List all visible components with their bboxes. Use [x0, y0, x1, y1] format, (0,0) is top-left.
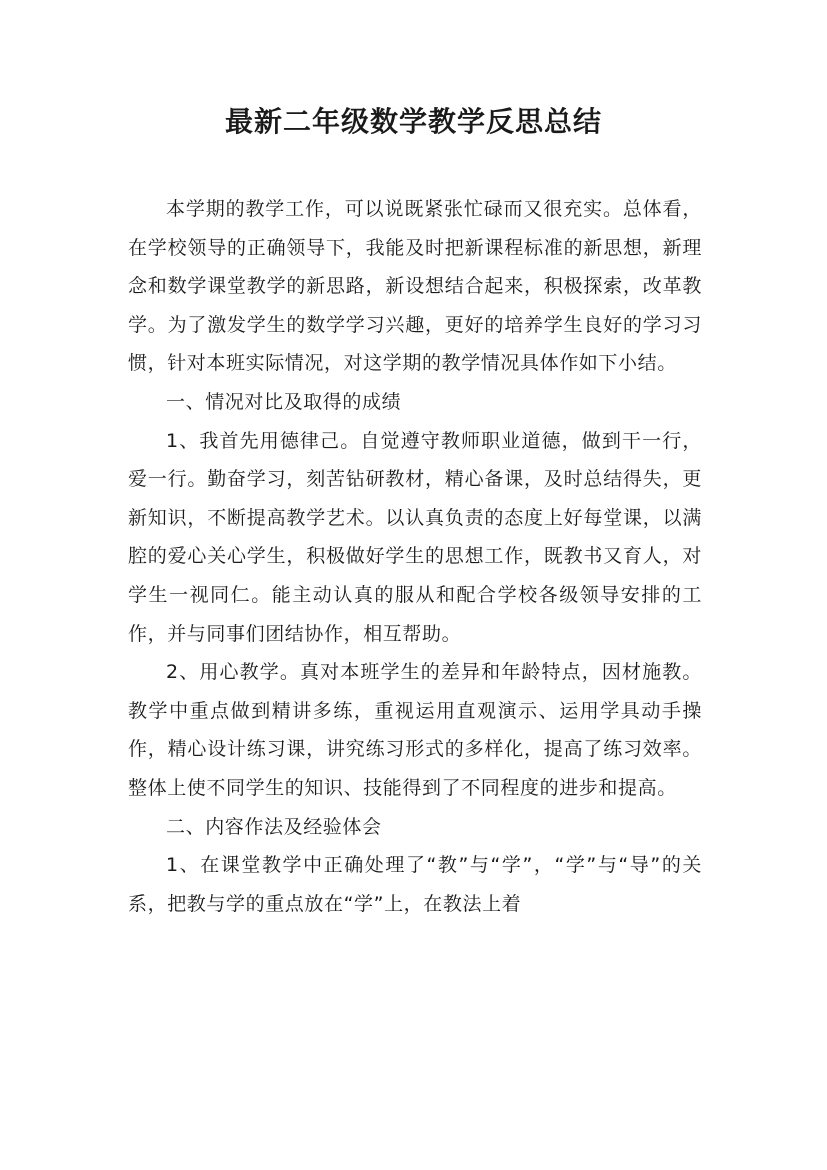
document-title: 最新二年级数学教学反思总结 — [224, 105, 602, 138]
paragraph-1-2: 2、用心教学。真对本班学生的差异和年龄特点，因材施教。教学中重点做到精讲多练，重视运用直观演示、运用学具动手操作，精心设计练习课，讲究练习形式的多样化，提高了练习效率。整体上使不同学生的知识、技能得到了不同程度的进步和提高。 — [128, 661, 702, 799]
section-heading-1: 一、情况对比及取得的成绩 — [166, 390, 402, 413]
section-heading-2: 二、内容作法及经验体会 — [166, 815, 382, 838]
paragraph-intro: 本学期的教学工作，可以说既紧张忙碌而又很充实。总体看，在学校领导的正确领导下，我能及时把新课程标准的新思想，新理念和数学课堂教学的新思路，新设想结合起来，积极探索，改革教学。为了激发学生的数学学习兴趣，更好的培养学生良好的学习习惯，针对本班实际情况，对这学期的教学情况具体作如下小结。 — [128, 198, 702, 375]
paragraph-2-1: 1、在课堂教学中正确处理了“教”与“学”，“学”与“导”的关系，把教与学的重点放在“学”上，在教法上着 — [128, 854, 702, 915]
document-body — [128, 190, 702, 923]
paragraph-1-1: 1、我首先用德律己。自觉遵守教师职业道德，做到干一行，爱一行。勤奋学习，刻苦钻研教材，精心备课，及时总结得失，更新知识，不断提高教学艺术。以认真负责的态度上好每堂课，以满腔的爱心关心学生，积极做好学生的思想工作，既教书又育人，对学生一视同仁。能主动认真的服从和配合学校各级领导安排的工作，并与同事们团结协作，相互帮助。 — [128, 429, 702, 645]
